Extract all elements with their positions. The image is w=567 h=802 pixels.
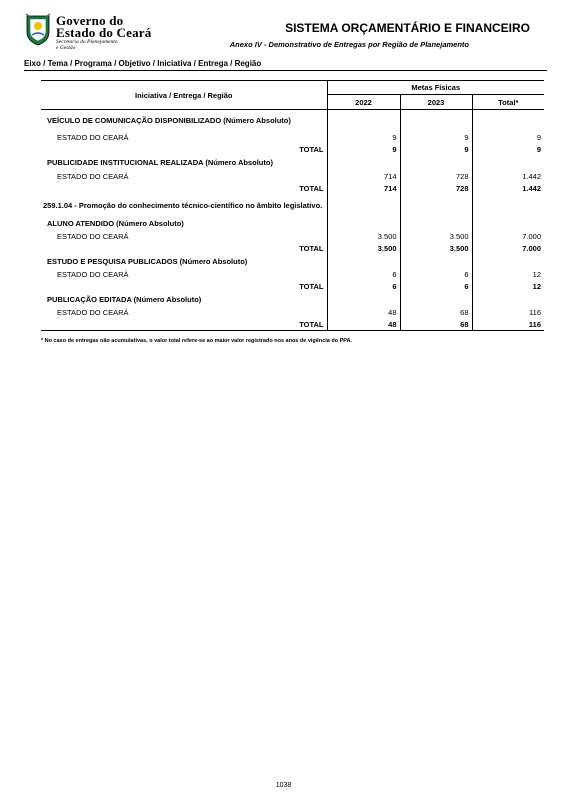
total-cell: 9 xyxy=(472,144,544,156)
total-label: TOTAL xyxy=(299,244,324,253)
region-label: ESTADO DO CEARÁ xyxy=(57,172,129,181)
value-cell: 7.000 xyxy=(472,231,544,243)
total-cell: 12 xyxy=(472,281,544,293)
value-cell: 12 xyxy=(472,269,544,281)
total-cell: 7.000 xyxy=(472,243,544,255)
total-cell: 714 xyxy=(327,183,400,195)
total-cell: 48 xyxy=(327,319,400,331)
value-cell: 116 xyxy=(472,307,544,319)
government-logo xyxy=(24,12,154,51)
breadcrumb: Eixo / Tema / Programa / Objetivo / Iniciativa / Entrega / Região xyxy=(24,59,262,68)
delivery-title: VEÍCULO DE COMUNICAÇÃO DISPONIBILIZADO (Número Absoluto) xyxy=(47,115,291,125)
logo-text-line1: Governo do xyxy=(56,13,124,28)
region-label: ESTADO DO CEARÁ xyxy=(57,270,129,279)
total-label: TOTAL xyxy=(299,282,324,291)
value-cell: 6 xyxy=(400,269,472,281)
value-cell: 3.500 xyxy=(327,231,400,243)
total-cell: 728 xyxy=(400,183,472,195)
logo-text-line2: Estado do Ceará xyxy=(56,25,152,40)
total-cell: 3.500 xyxy=(400,243,472,255)
region-label: ESTADO DO CEARÁ xyxy=(57,133,129,142)
value-cell: 9 xyxy=(327,132,400,144)
footnote: * No caso de entregas não acumulativas, o valor total refere-se ao maior valor registrado nos anos de vigência do PPA. xyxy=(41,338,353,344)
value-cell: 6 xyxy=(327,269,400,281)
total-cell: 6 xyxy=(327,281,400,293)
value-cell: 728 xyxy=(400,171,472,183)
logo-gestao: e Gestão xyxy=(56,44,76,51)
total-cell: 9 xyxy=(400,144,472,156)
system-title: SISTEMA ORÇAMENTÁRIO E FINANCEIRO xyxy=(285,21,530,35)
logo-secretaria: Secretaria do Planejamento xyxy=(56,39,118,45)
total-label: TOTAL xyxy=(299,184,324,193)
page-number: 1038 xyxy=(275,782,292,789)
total-cell: 6 xyxy=(400,281,472,293)
total-cell: 68 xyxy=(400,319,472,331)
total-header: Total* xyxy=(472,95,544,110)
value-cell: 1.442 xyxy=(472,171,544,183)
total-cell: 3.500 xyxy=(327,243,400,255)
ceara-coat-of-arms-icon xyxy=(24,12,52,46)
total-cell: 116 xyxy=(472,319,544,331)
value-cell: 3.500 xyxy=(400,231,472,243)
report-subtitle: Anexo IV - Demonstrativo de Entregas por Região de Planejamento xyxy=(229,40,469,49)
column-header-label: Iniciativa / Entrega / Região xyxy=(41,81,327,110)
delivery-title: ALUNO ATENDIDO (Número Absoluto) xyxy=(47,218,184,228)
total-label: TOTAL xyxy=(41,319,327,331)
total-label: TOTAL xyxy=(299,145,324,154)
total-cell: 1.442 xyxy=(472,183,544,195)
region-label: ESTADO DO CEARÁ xyxy=(57,232,129,241)
delivery-title: PUBLICAÇÃO EDITADA (Número Absoluto) xyxy=(47,294,202,304)
region-label: ESTADO DO CEARÁ xyxy=(57,308,129,317)
logo-text-line3 xyxy=(56,40,118,51)
year-header: 2023 xyxy=(400,95,472,110)
year-header: 2022 xyxy=(327,95,400,110)
entregas-table xyxy=(41,80,544,331)
value-cell: 714 xyxy=(327,171,400,183)
header-divider xyxy=(24,70,547,71)
value-cell: 9 xyxy=(400,132,472,144)
delivery-title: PUBLICIDADE INSTITUCIONAL REALIZADA (Número Absoluto) xyxy=(47,158,273,167)
value-cell: 48 xyxy=(327,307,400,319)
value-cell: 68 xyxy=(400,307,472,319)
delivery-title: ESTUDO E PESQUISA PUBLICADOS (Número Absoluto) xyxy=(47,256,248,266)
column-group-header: Metas Físicas xyxy=(327,81,544,95)
total-cell: 9 xyxy=(327,144,400,156)
value-cell: 9 xyxy=(472,132,544,144)
initiative-title: 259.1.04 - Promoção do conhecimento técnico-científico no âmbito legislativo. xyxy=(43,200,323,210)
